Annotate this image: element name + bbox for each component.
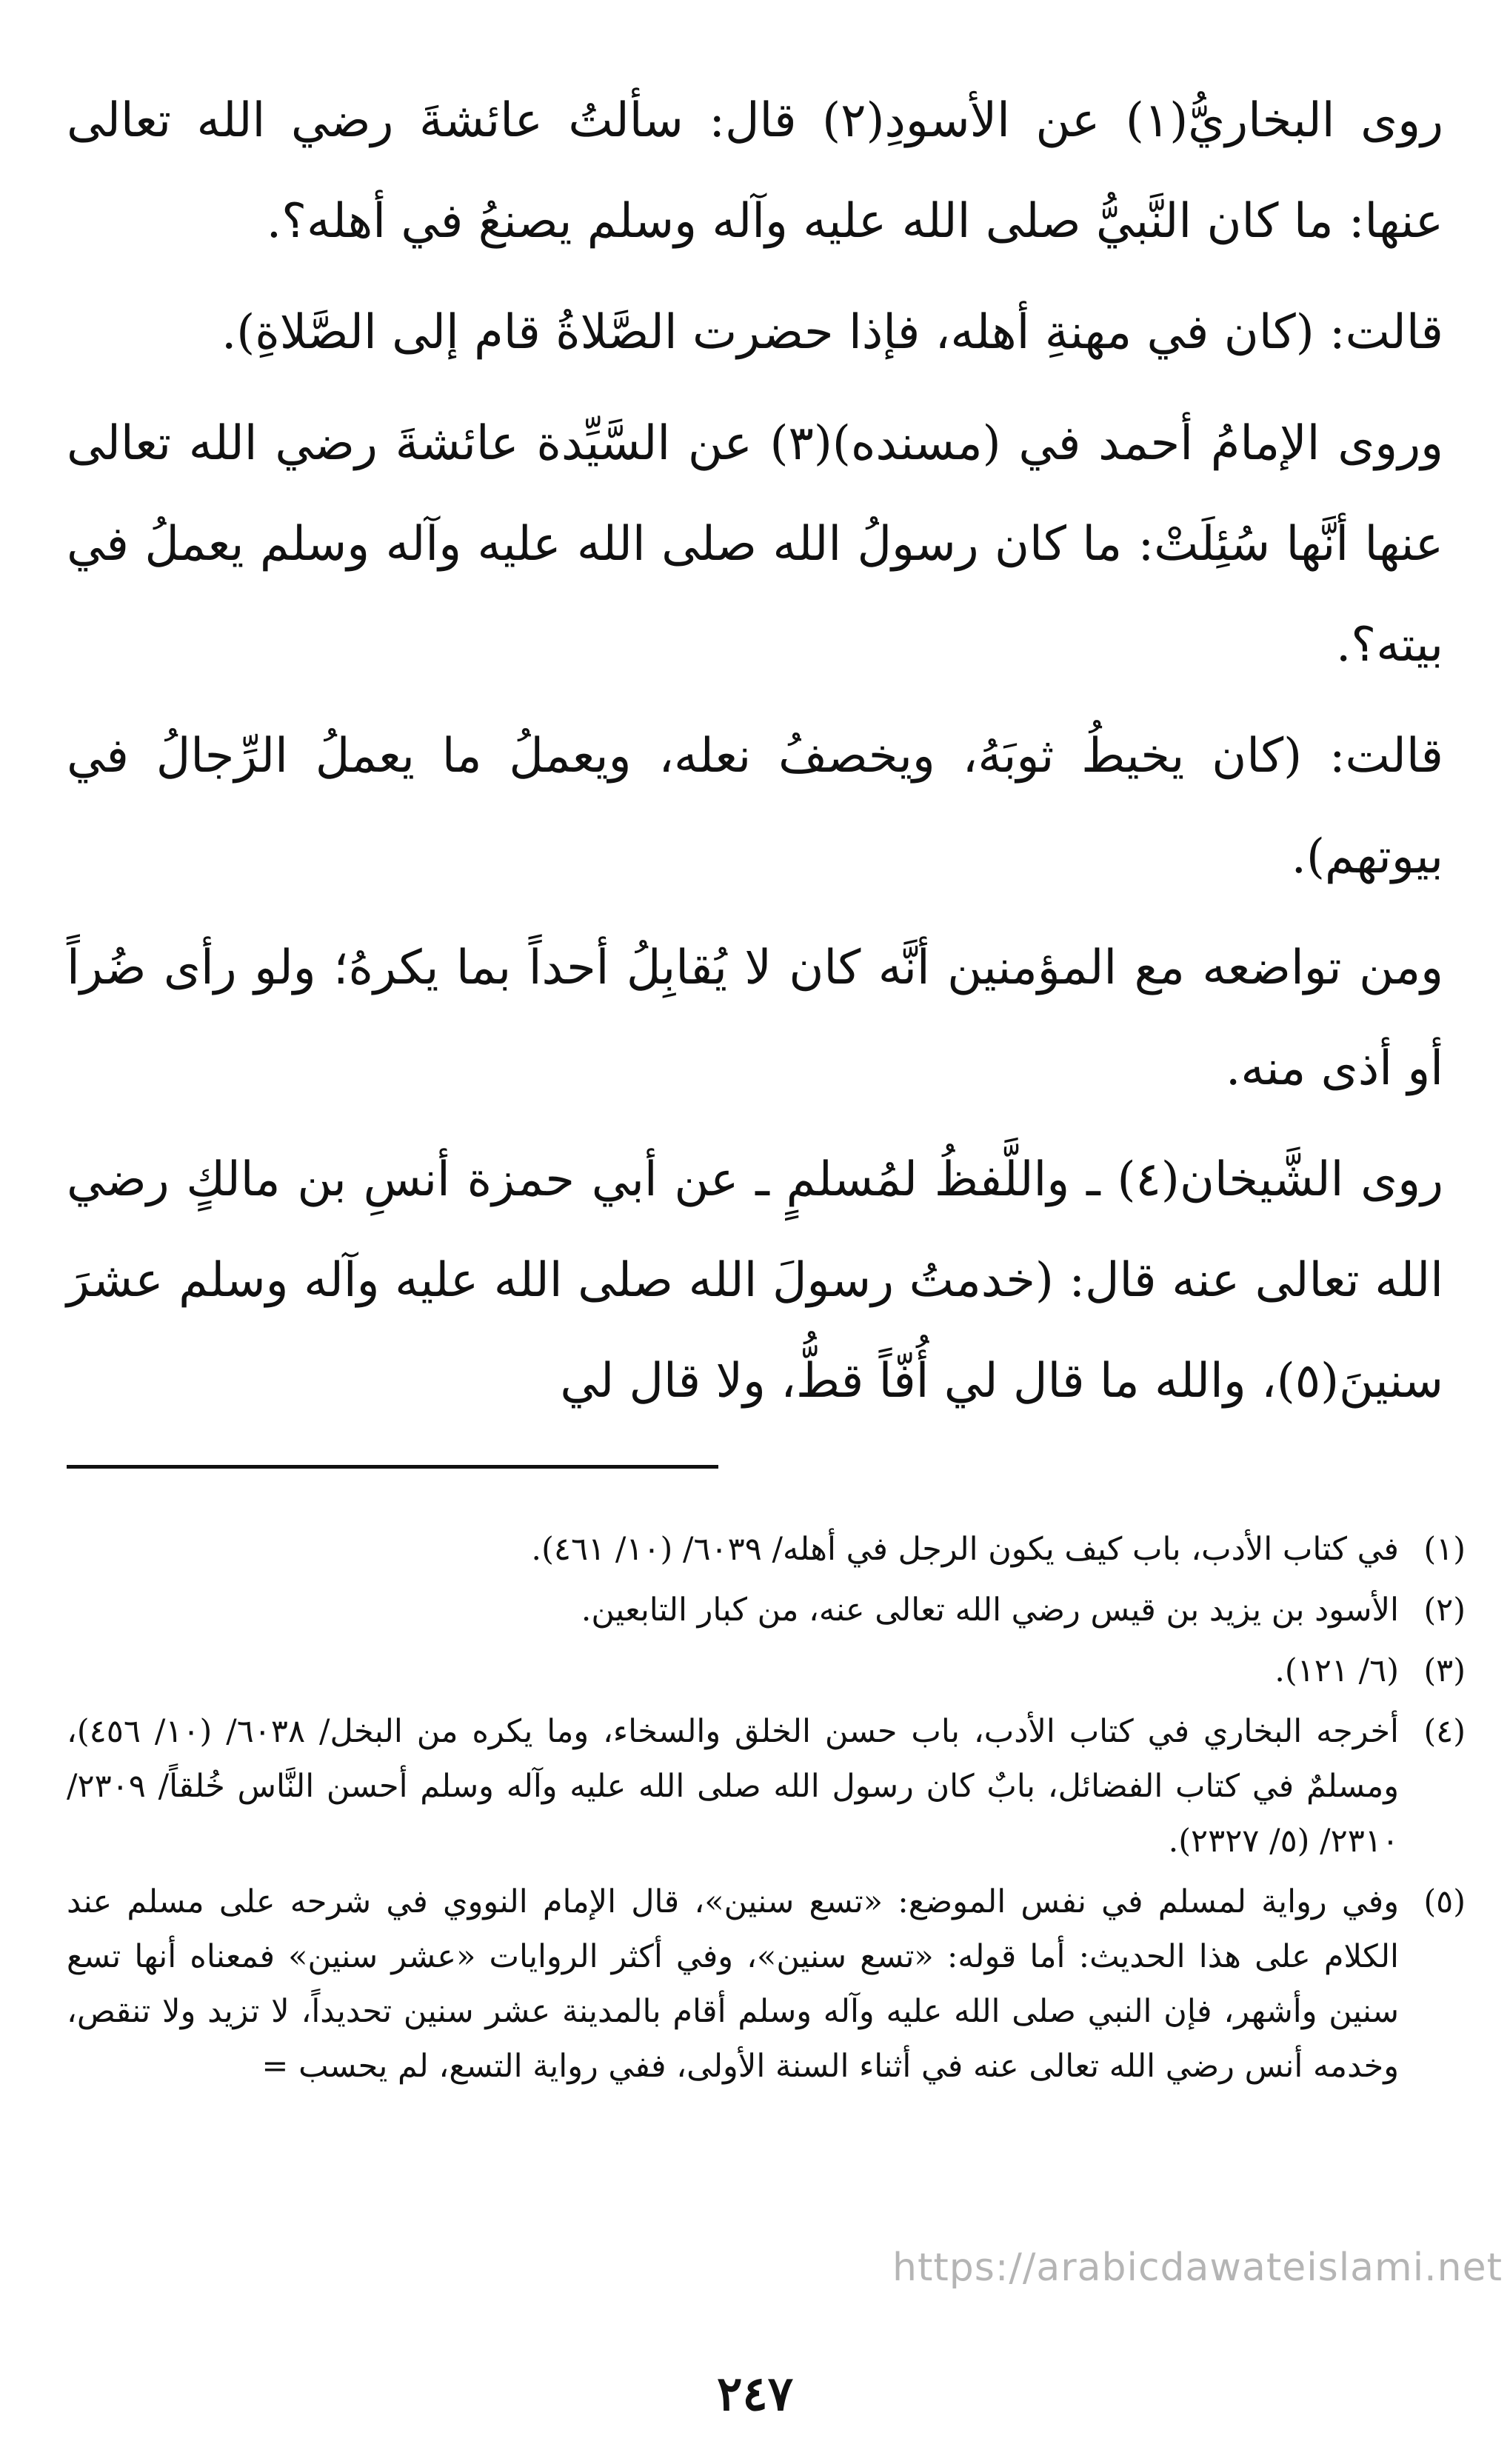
footnote-1 [67, 1522, 1466, 1577]
footnote-5 [67, 1874, 1466, 2094]
footnote-text: (٦/ ١٢١). [1275, 1652, 1399, 1689]
footnote-number: (٤) [1423, 1713, 1466, 1750]
footnote-number: (٢) [1423, 1592, 1466, 1629]
footnote-text: الأسود بن يزيد بن قيس رضي الله تعالى عنه، من كبار التابعين. [581, 1592, 1399, 1629]
watermark-url: https://arabicdawateislami.net [892, 2246, 1503, 2290]
paragraph-5: ومن تواضعه مع المؤمنين أنَّه كان لا يُقابِلُ أحداً بما يكرهُ؛ ولو رأى ضُراً أو أذى منه. [67, 941, 1443, 1096]
footnote-number: (٣) [1423, 1652, 1466, 1689]
paragraph-4: قالت: (كان يخيطُ ثوبَهُ، ويخصفُ نعله، ويعملُ ما يعملُ الرِّجالُ في بيوتهم). [67, 729, 1443, 884]
footnote-number: (١) [1423, 1531, 1466, 1568]
page-number: ٢٤٧ [716, 2366, 794, 2422]
paragraph-2: قالت: (كان في مهنةِ أهله، فإذا حضرت الصَّلاةُ قام إلى الصَّلاةِ). [221, 305, 1443, 360]
paragraph-3: وروى الإمامُ أحمد في (مسنده)(٣) عن السَّيِّدة عائشةَ رضي الله تعالى عنها أنَّها سُئِلَتْ: ما كان رسولُ الله صلى الله عليه وآله وسلم يعملُ في بيته؟. [67, 416, 1444, 672]
footnote-2 [67, 1583, 1466, 1637]
main-text [67, 70, 1443, 1442]
footnote-text: وفي رواية لمسلم في نفس الموضع: «تسع سنين»، قال الإمام النووي في شرحه على مسلم عند الكلام على هذا الحديث: أما قوله: «تسع سنين»، وفي أكثر الروايات «عشر سنين» فمعناه أنها تسع سنين وأشهر، فإن النبي صلى الله عليه وآله وسلم أقام بالمدينة عشر سنين تحديداً، لا تزيد ولا تنقص، وخدمه أنس رضي الله تعالى عنه في أثناء السنة الأولى، ففي رواية التسع، لم يحسب = [67, 1883, 1399, 2085]
footnote-text: في كتاب الأدب، باب كيف يكون الرجل في أهله/ ٦٠٣٩/ (١٠/ ٤٦١). [531, 1531, 1399, 1568]
footnotes [67, 1522, 1466, 2100]
footnote-text: أخرجه البخاري في كتاب الأدب، باب حسن الخلق والسخاء، وما يكره من البخل/ ٦٠٣٨/ (١٠/ ٤٥٦)، ومسلمٌ في كتاب الفضائل، بابٌ كان رسول الله صلى الله عليه وآله وسلم أحسن النَّاس خُلقاً/ ٢٣٠٩/ ٢٣١٠/ (٥/ ٢٣٢٧). [67, 1713, 1399, 1860]
footnote-3 [67, 1643, 1466, 1698]
footnote-divider [67, 1465, 718, 1469]
footnote-number: (٥) [1423, 1883, 1466, 1920]
paragraph-1: روى البخاريُّ(١) عن الأسودِ(٢) قال: سألتُ عائشةَ رضي الله تعالى عنها: ما كان النَّبيُّ صلى الله عليه وآله وسلم يصنعُ في أهله؟. [67, 93, 1444, 249]
footnote-4 [67, 1704, 1466, 1869]
paragraph-6: روى الشَّيخان(٤) ـ واللَّفظُ لمُسلمٍ ـ عن أبي حمزة أنسِ بن مالكٍ رضي الله تعالى عنه قال: (خدمتُ رسولَ الله صلى الله عليه وآله وسلم عشرَ سنينَ(٥)، والله ما قال لي أُفّاً قطُّ، ولا قال لي [67, 1152, 1444, 1409]
